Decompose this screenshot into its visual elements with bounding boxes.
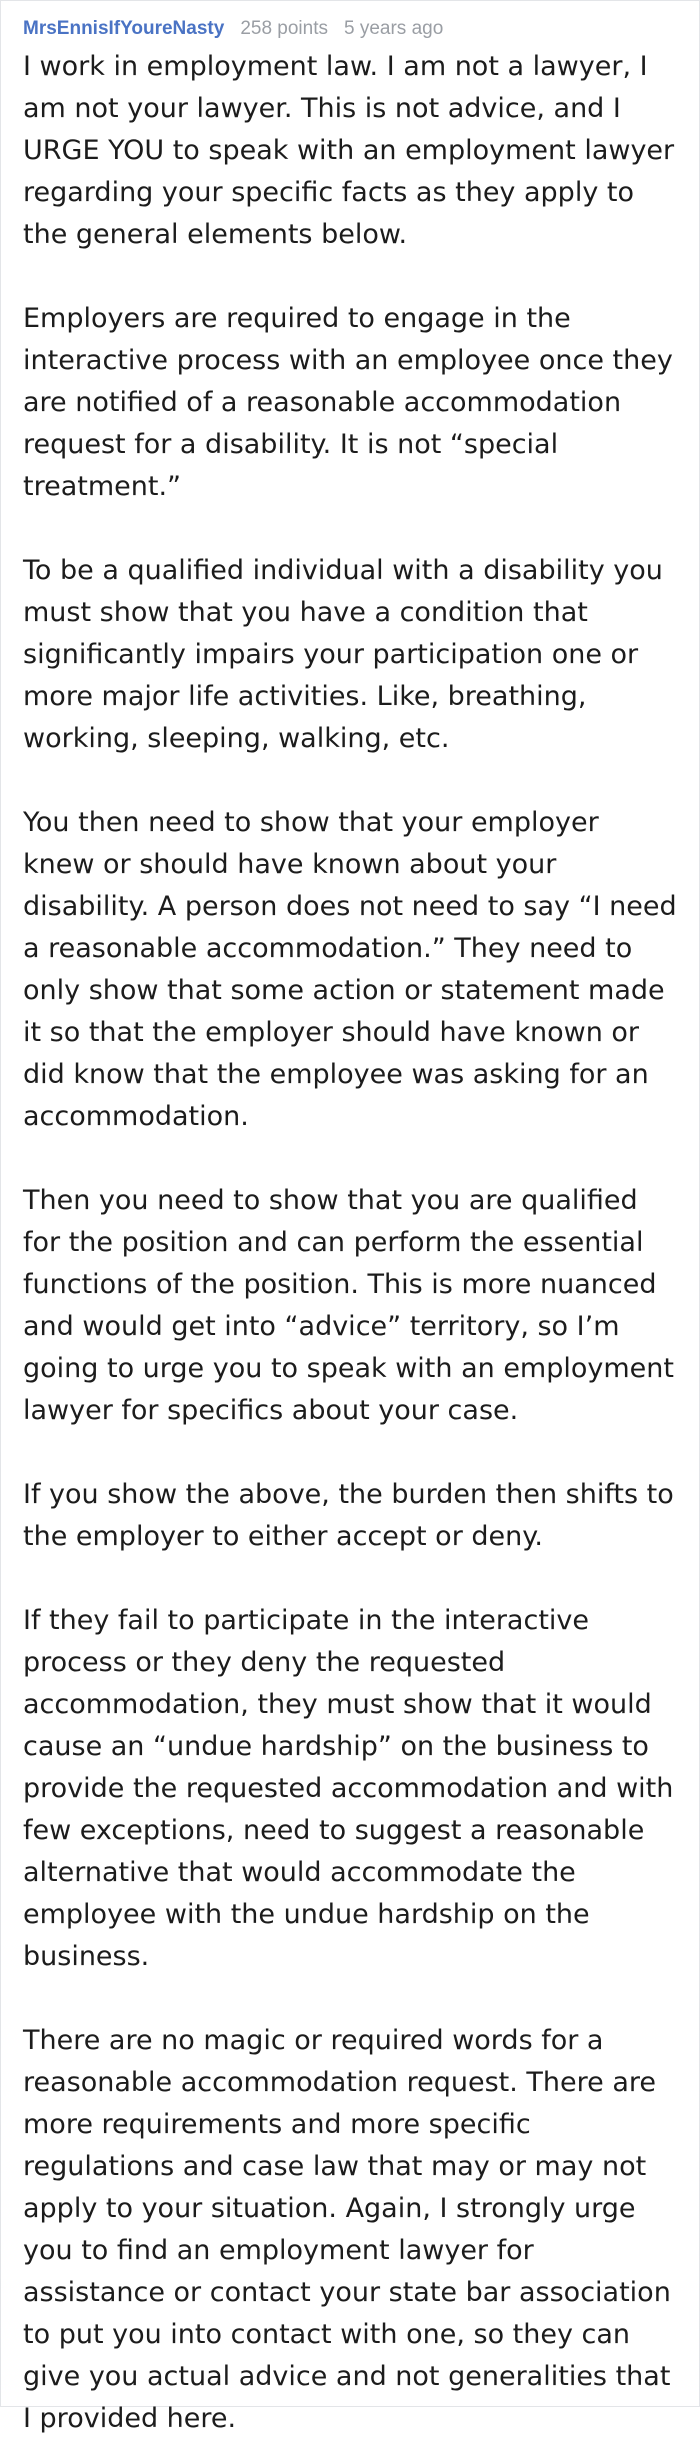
comment-paragraph: There are no magic or required words for a reasonable accommodation request. There are more requirements and more specific regulations and case law that may or may not apply to your situation. Again, I strongly urge you to find an employment lawyer for assistance or contact your state bar association to put you into contact with one, so they can give you actual advice and not generalities that I provided here. bbox=[23, 2025, 671, 2434]
comment-points: 258 points bbox=[240, 18, 328, 39]
comment-paragraph: Employers are required to engage in the interactive process with an employee once they are notified of a reasonable accommodation request for a disability. It is not “special treatment.” bbox=[23, 303, 673, 502]
comment-paragraph: I work in employment law. I am not a lawyer, I am not your lawyer. This is not advice, and I URGE YOU to speak with an employment lawyer regarding your specific facts as they apply to the general elements below. bbox=[23, 51, 675, 250]
comment-paragraph: If they fail to participate in the interactive process or they deny the requested accommodation, they must show that it would cause an “undue hardship” on the business to provide the requested accommodation and with few exceptions, need to suggest a reasonable alternative that would accommodate the employee with the undue hardship on the business. bbox=[23, 1605, 674, 1972]
comment-meta bbox=[23, 16, 677, 42]
comment-body bbox=[23, 46, 677, 2440]
comment-paragraph: To be a qualified individual with a disability you must show that you have a condition that significantly impairs your participation one or more major life activities. Like, breathing, working, sleeping, walking, etc. bbox=[23, 555, 663, 754]
comment-author-link[interactable]: MrsEnnisIfYoureNasty bbox=[23, 18, 225, 39]
comment-paragraph: If you show the above, the burden then shifts to the employer to either accept or deny. bbox=[23, 1479, 674, 1552]
comment-paragraph: You then need to show that your employer knew or should have known about your disability. A person does not need to say “I need a reasonable accommodation.” They need to only show that some action or statement made it so that the employer should have known or did know that the employee was asking for an accommodation. bbox=[23, 807, 677, 1132]
comment-timestamp: 5 years ago bbox=[344, 18, 444, 39]
comment-paragraph: Then you need to show that you are qualified for the position and can perform the essential functions of the position. This is more nuanced and would get into “advice” territory, so I’m going to urge you to speak with an employment lawyer for specifics about your case. bbox=[23, 1185, 674, 1426]
